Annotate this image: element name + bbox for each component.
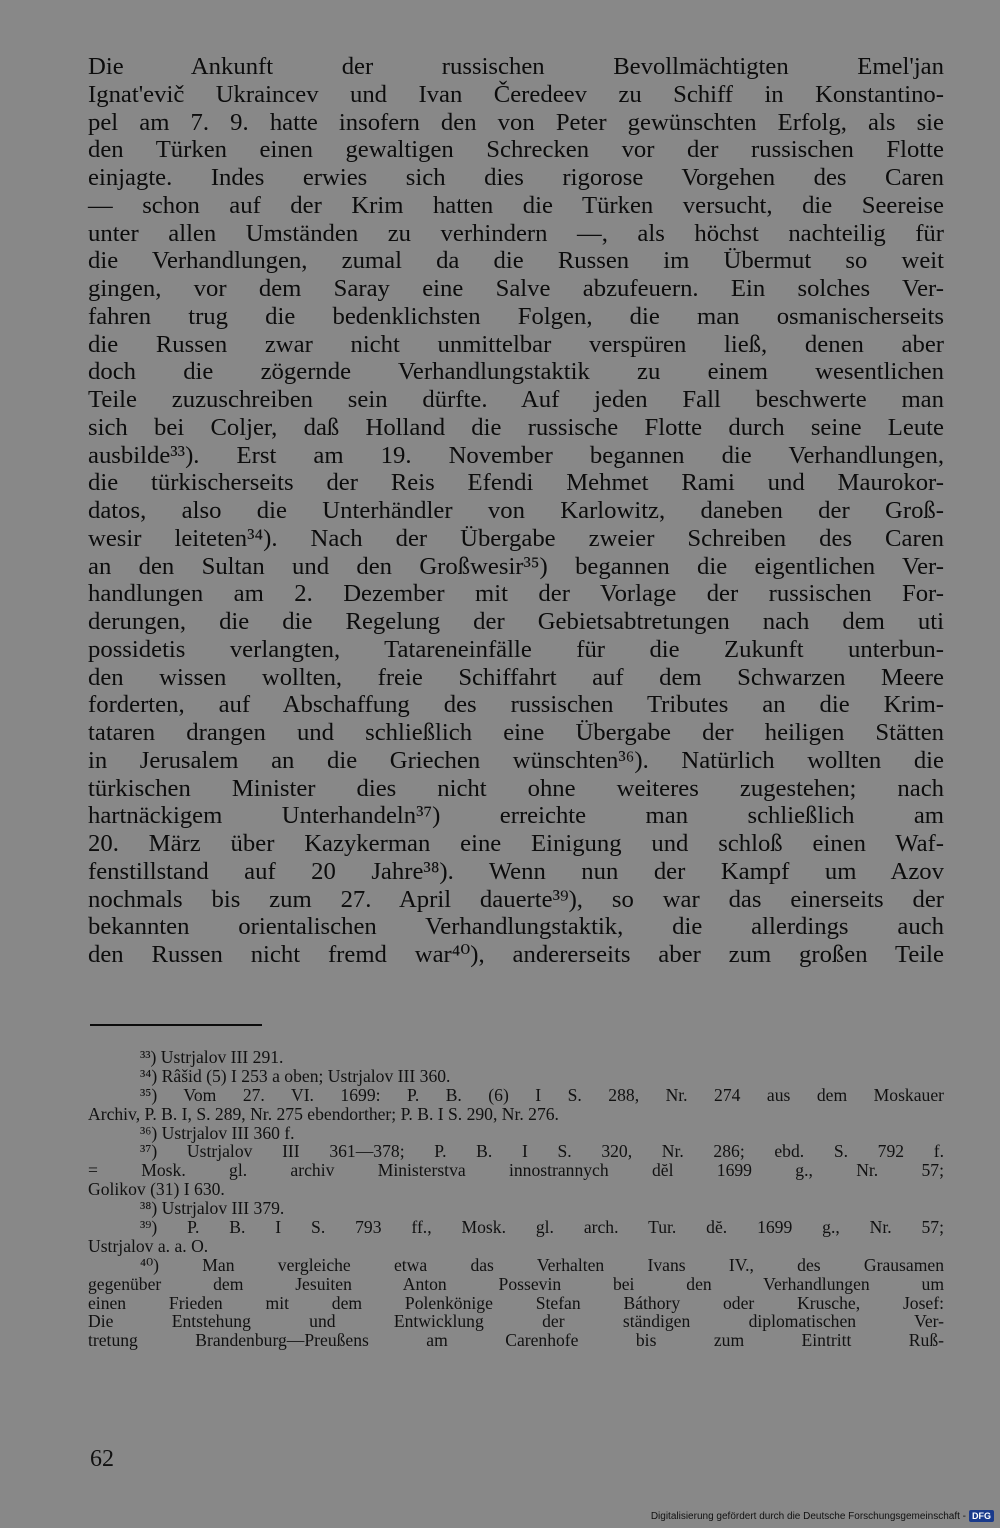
body-line: den wissen wollten, freie Schiffahrt auf dem Schwarzen Meere bbox=[88, 663, 944, 691]
footnotes bbox=[88, 1048, 944, 1350]
body-line: nochmals bis zum 27. April dauerte³⁹), so war das einerseits der bbox=[88, 885, 944, 913]
body-line: gingen, vor dem Saray eine Salve abzufeuern. Ein solches Ver- bbox=[88, 275, 944, 302]
body-line: hartnäckigem Unterhandeln³⁷) erreichte man schließlich am bbox=[88, 802, 944, 830]
body-line: fahren trug die bedenklichsten Folgen, die man osmanischerseits bbox=[88, 302, 944, 330]
body-line: wesir leiteten³⁴). Nach der Übergabe zweier Schreiben des Caren bbox=[88, 524, 944, 552]
body-line: den Türken einen gewaltigen Schrecken vor der russischen Flotte bbox=[88, 136, 944, 164]
footnote-line: = Mosk. gl. archiv Ministerstva innostrannych dĕl 1699 g., Nr. 57; bbox=[88, 1160, 944, 1181]
body-line: pel am 7. 9. hatte insofern den von Peter gewünschten Erfolg, als sie bbox=[88, 108, 944, 136]
body-line: datos, also die Unterhändler von Karlowitz, daneben der Groß- bbox=[88, 497, 944, 524]
footnote-line: ³⁹) P. B. I S. 793 ff., Mosk. gl. arch. Tur. dĕ. 1699 g., Nr. 57; bbox=[140, 1217, 944, 1238]
body-line: fenstillstand auf 20 Jahre³⁸). Wenn nun der Kampf um Azov bbox=[88, 857, 944, 885]
body-line: den Russen nicht fremd war⁴⁰), andererseits aber zum großen Teile bbox=[88, 941, 944, 968]
body-text bbox=[88, 53, 944, 969]
body-line: die Verhandlungen, zumal da die Russen im Übermut so weit bbox=[88, 247, 944, 275]
footnote-line: ³⁸) Ustrjalov III 379. bbox=[140, 1198, 285, 1219]
footnote-line: Archiv, P. B. I, S. 289, Nr. 275 ebendorther; P. B. I S. 290, Nr. 276. bbox=[88, 1103, 559, 1124]
footnote-line: Die Entstehung und Entwicklung der ständigen diplomatischen Ver- bbox=[88, 1311, 944, 1332]
body-line: — schon auf der Krim hatten die Türken versucht, die Seereise bbox=[88, 191, 944, 219]
footnote-line: Golikov (31) I 630. bbox=[88, 1179, 225, 1200]
body-line: tataren drangen und schließlich eine Übergabe der heiligen Stätten bbox=[88, 719, 944, 746]
footnote-line: ³⁶) Ustrjalov III 360 f. bbox=[140, 1122, 295, 1143]
body-line: handlungen am 2. Dezember mit der Vorlage der russischen For- bbox=[88, 580, 944, 608]
footnote-line: tretung Brandenburg—Preußens am Carenhofe bis zum Eintritt Ruß- bbox=[88, 1330, 944, 1351]
footnote-line: gegenüber dem Jesuiten Anton Possevin bei den Verhandlungen um bbox=[88, 1273, 944, 1294]
body-line: derungen, die die Regelung der Gebietsabtretungen nach dem uti bbox=[88, 608, 944, 635]
footnote-line: ³⁴) Râšid (5) I 253 a oben; Ustrjalov III 360. bbox=[140, 1065, 451, 1086]
body-line: Die Ankunft der russischen Bevollmächtigten Emel'jan bbox=[88, 53, 944, 80]
body-line: türkischen Minister dies nicht ohne weiteres zugestehen; nach bbox=[88, 774, 944, 802]
body-line: in Jerusalem an die Griechen wünschten³⁶). Natürlich wollten die bbox=[88, 746, 944, 774]
body-line: unter allen Umständen zu verhindern —, als höchst nachteilig für bbox=[88, 219, 944, 247]
body-line: possidetis verlangten, Tatareneinfälle für die Zukunft unterbun- bbox=[88, 635, 944, 663]
body-line: die türkischerseits der Reis Efendi Mehmet Rami und Maurokor- bbox=[88, 469, 944, 497]
credit-text: Digitalisierung gefördert durch die Deutsche Forschungsgemeinschaft - bbox=[650, 1510, 966, 1522]
footnote-line: ³³) Ustrjalov III 291. bbox=[140, 1047, 284, 1067]
footnote-line: ⁴⁰) Man vergleiche etwa das Verhalten Ivans IV., des Grausamen bbox=[140, 1254, 944, 1275]
digitization-credit bbox=[651, 1510, 994, 1522]
footnote-line: einen Frieden mit dem Polenkönige Stefan Báthory oder Krusche, Josef: bbox=[88, 1292, 944, 1313]
footnote-line: Ustrjalov a. a. O. bbox=[88, 1235, 209, 1256]
body-line: Ignat'evič Ukraincev und Ivan Čeredeev zu Schiff in Konstantino- bbox=[88, 80, 944, 108]
footnote-line: ³⁷) Ustrjalov III 361—378; P. B. I S. 320, Nr. 286; ebd. S. 792 f. bbox=[140, 1141, 944, 1162]
body-line: 20. März über Kazykerman eine Einigung und schloß einen Waf- bbox=[88, 830, 944, 857]
footnote-separator bbox=[90, 1024, 262, 1026]
body-line: forderten, auf Abschaffung des russischen Tributes an die Krim- bbox=[88, 691, 944, 719]
body-line: einjagte. Indes erwies sich dies rigorose Vorgehen des Caren bbox=[88, 164, 944, 191]
body-line: bekannten orientalischen Verhandlungstaktik, die allerdings auch bbox=[88, 913, 944, 941]
body-line: Teile zuzuschreiben sein dürfte. Auf jeden Fall beschwerte man bbox=[88, 386, 944, 413]
page-number: 62 bbox=[90, 1446, 114, 1472]
body-line: sich bei Coljer, daß Holland die russische Flotte durch seine Leute bbox=[88, 413, 944, 441]
body-line: an den Sultan und den Großwesir³⁵) begannen die eigentlichen Ver- bbox=[88, 552, 944, 580]
dfg-logo: DFG bbox=[969, 1510, 994, 1522]
body-line: die Russen zwar nicht unmittelbar verspüren ließ, denen aber bbox=[88, 330, 944, 358]
body-line: ausbilde³³). Erst am 19. November begannen die Verhandlungen, bbox=[88, 441, 944, 469]
footnote-line: ³⁵) Vom 27. VI. 1699: P. B. (6) I S. 288, Nr. 274 aus dem Moskauer bbox=[140, 1084, 944, 1105]
body-line: doch die zögernde Verhandlungstaktik zu einem wesentlichen bbox=[88, 358, 944, 386]
